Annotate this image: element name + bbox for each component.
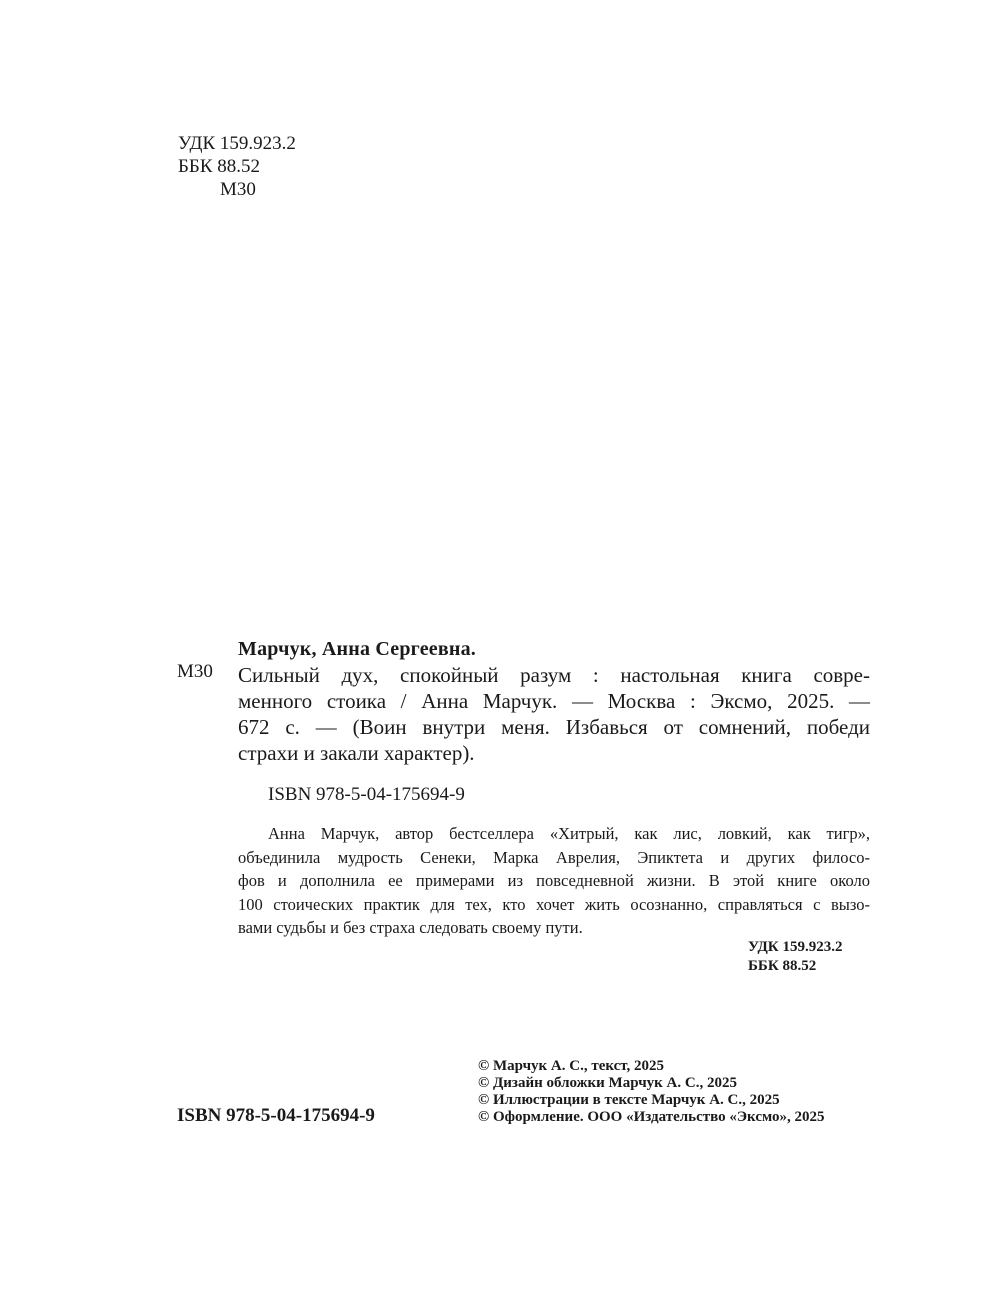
udk-code-bold: УДК 159.923.2 [748, 939, 843, 955]
copyright-line: © Иллюстрации в тексте Марчук А. С., 2025 [478, 1092, 780, 1108]
copyright-line: © Марчук А. С., текст, 2025 [478, 1058, 665, 1074]
bibliographic-record [238, 636, 870, 766]
annotation-block [238, 822, 870, 940]
copyright-line: © Дизайн обложки Марчук А. С., 2025 [478, 1075, 737, 1091]
annotation-line: вами судьбы и без страха следовать своему пути. [238, 918, 583, 937]
description-line: Сильный дух, спокойный разум : настольная книга совре- [238, 663, 870, 687]
udk-code: УДК 159.923.2 [178, 133, 296, 154]
copyright-line: © Оформление. ООО «Издательство «Эксмо», 2025 [478, 1109, 825, 1125]
author-mark: М30 [220, 179, 256, 200]
annotation-line: фов и дополнила ее примерами из повседневной жизни. В этой книге около [238, 871, 870, 890]
bottom-classification-block [748, 938, 842, 976]
author-heading: Марчук, Анна Сергеевна. [238, 638, 476, 660]
copyright-block [478, 1058, 825, 1126]
annotation-line: 100 стоических практик для тех, кто хочет жить осознанно, справляться с вызо- [238, 894, 870, 914]
bbk-code-bold: ББК 88.52 [748, 958, 817, 974]
top-classification-block [178, 132, 296, 201]
description-line: менного стоика / Анна Марчук. — Москва : Эксмо, 2025. — [238, 689, 870, 713]
description-line: 672 с. — (Воин внутри меня. Избавься от сомнений, победи [238, 715, 870, 739]
annotation-line: объединила мудрость Сенеки, Марка Аврелия, Эпиктета и других филосо- [238, 847, 870, 867]
description-line: страхи и закали характер). [238, 741, 475, 765]
record-isbn: ISBN 978-5-04-175694-9 [268, 784, 465, 805]
record-author-mark: М30 [177, 661, 213, 682]
annotation-line: Анна Марчук, автор бестселлера «Хитрый, как лис, ловкий, как тигр», [268, 824, 870, 843]
isbn-bold: ISBN 978-5-04-175694-9 [177, 1105, 375, 1126]
bbk-code: ББК 88.52 [178, 156, 260, 177]
